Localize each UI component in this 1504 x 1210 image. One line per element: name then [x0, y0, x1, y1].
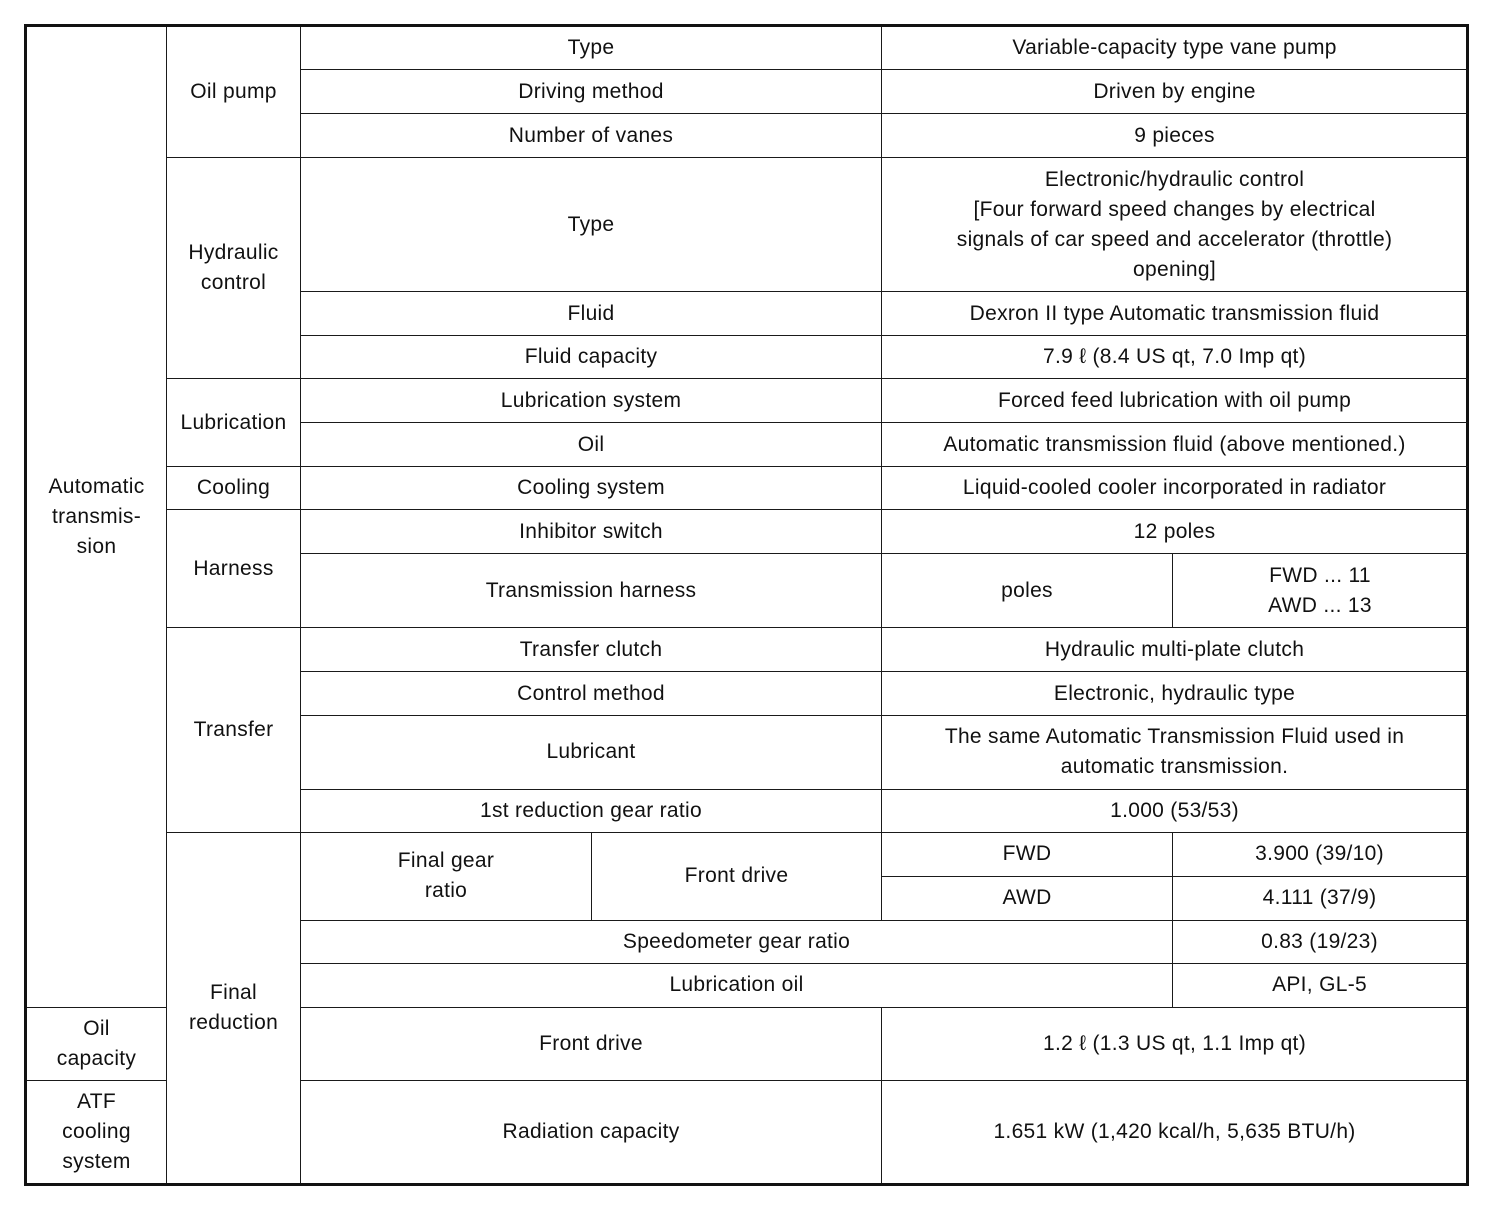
awd-value: 4.111 (37/9): [1173, 876, 1468, 920]
reduction-ratio-label: 1st reduction gear ratio: [301, 789, 882, 832]
oil-value: Automatic transmission fluid (above mentioned.): [882, 423, 1468, 467]
final-gear-ratio-label: Final gear ratio: [301, 832, 592, 920]
specifications-table: [24, 24, 1469, 1186]
table-row: [26, 26, 1468, 70]
speedometer-gear-ratio-value: 0.83 (19/23): [1173, 920, 1468, 963]
fwd-value: 3.900 (39/10): [1173, 832, 1468, 876]
reduction-ratio-value: 1.000 (53/53): [882, 789, 1468, 832]
lubrication-label: Lubrication: [167, 379, 301, 467]
lubrication-oil-value: API, GL-5: [1173, 963, 1468, 1007]
fluid-label: Fluid: [301, 292, 882, 336]
oil-capacity-label: Oil capacity: [26, 1007, 167, 1080]
table-row: [26, 467, 1468, 510]
cooling-label: Cooling: [167, 467, 301, 510]
lubricant-value: The same Automatic Transmission Fluid used in automatic transmission.: [882, 715, 1468, 789]
oil-pump-type-value: Variable-capacity type vane pump: [882, 26, 1468, 70]
lubrication-oil-label: Lubrication oil: [301, 963, 1173, 1007]
table-row: [26, 628, 1468, 672]
transmission-harness-label: Transmission harness: [301, 554, 882, 628]
atf-cooling-system-label: ATF cooling system: [26, 1080, 167, 1184]
inhibitor-switch-label: Inhibitor switch: [301, 510, 882, 554]
number-of-vanes-value: 9 pieces: [882, 114, 1468, 158]
driving-method-label: Driving method: [301, 70, 882, 114]
table-row: [26, 158, 1468, 292]
lubrication-system-value: Forced feed lubrication with oil pump: [882, 379, 1468, 423]
transfer-clutch-value: Hydraulic multi-plate clutch: [882, 628, 1468, 672]
hydraulic-type-value: Electronic/hydraulic control [Four forward speed changes by electrical signals of car speed and accelerator (throttle) opening]: [882, 158, 1468, 292]
group-final-reduction: Final reduction: [167, 832, 301, 1184]
oil-pump-type-label: Type: [301, 26, 882, 70]
oil-pump-label: Oil pump: [167, 26, 301, 158]
table-row: [26, 510, 1468, 554]
radiation-capacity-label: Radiation capacity: [301, 1080, 882, 1184]
hydraulic-control-label: Hydraulic control: [167, 158, 301, 379]
awd-label: AWD: [882, 876, 1173, 920]
table-row: [26, 832, 1468, 876]
fluid-capacity-value: 7.9 ℓ (8.4 US qt, 7.0 Imp qt): [882, 336, 1468, 379]
fluid-capacity-label: Fluid capacity: [301, 336, 882, 379]
control-method-label: Control method: [301, 672, 882, 715]
oil-capacity-value: 1.2 ℓ (1.3 US qt, 1.1 Imp qt): [882, 1007, 1468, 1080]
lubricant-label: Lubricant: [301, 715, 882, 789]
fwd-label: FWD: [882, 832, 1173, 876]
harness-label: Harness: [167, 510, 301, 628]
control-method-value: Electronic, hydraulic type: [882, 672, 1468, 715]
driving-method-value: Driven by engine: [882, 70, 1468, 114]
final-gear-front-drive: Front drive: [592, 832, 882, 920]
number-of-vanes-label: Number of vanes: [301, 114, 882, 158]
poles-label: poles: [882, 554, 1173, 628]
lubrication-system-label: Lubrication system: [301, 379, 882, 423]
radiation-capacity-value: 1.651 kW (1,420 kcal/h, 5,635 BTU/h): [882, 1080, 1468, 1184]
inhibitor-switch-value: 12 poles: [882, 510, 1468, 554]
table-row: [26, 379, 1468, 423]
cooling-system-label: Cooling system: [301, 467, 882, 510]
hydraulic-type-label: Type: [301, 158, 882, 292]
oil-label: Oil: [301, 423, 882, 467]
poles-value: FWD ... 11 AWD ... 13: [1173, 554, 1468, 628]
cooling-system-value: Liquid-cooled cooler incorporated in radiator: [882, 467, 1468, 510]
transfer-clutch-label: Transfer clutch: [301, 628, 882, 672]
group-automatic-transmission: Automatic transmis- sion: [26, 26, 167, 1008]
speedometer-gear-ratio-label: Speedometer gear ratio: [301, 920, 1173, 963]
oil-capacity-front-drive: Front drive: [301, 1007, 882, 1080]
transfer-label: Transfer: [167, 628, 301, 832]
fluid-value: Dexron II type Automatic transmission fluid: [882, 292, 1468, 336]
